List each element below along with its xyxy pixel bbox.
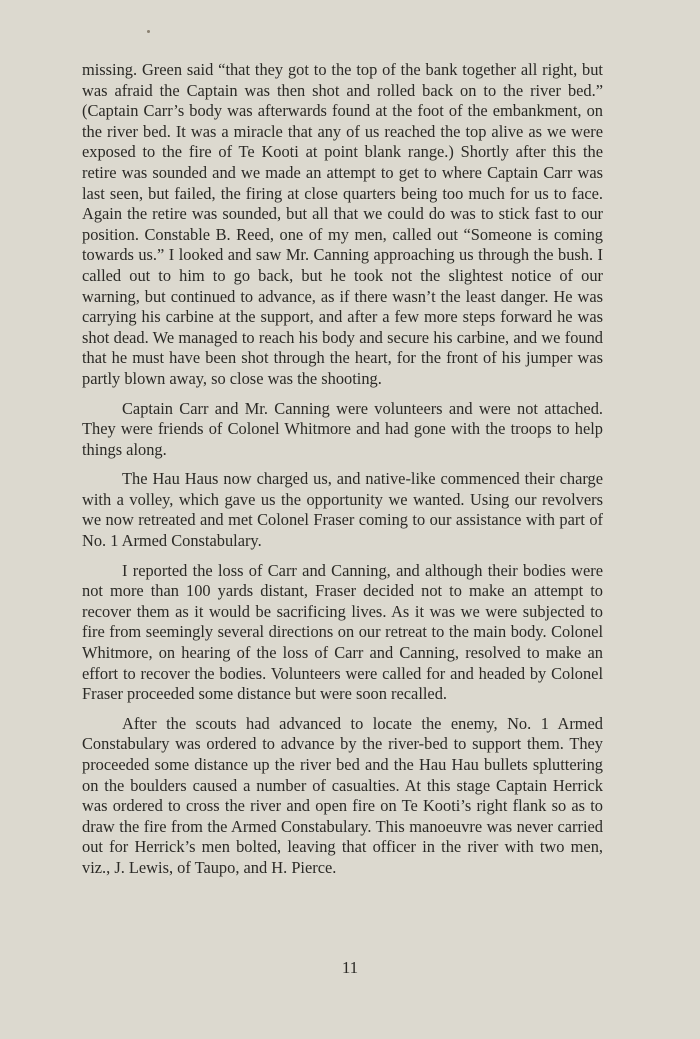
paragraph-1: missing. Green said “that they got to the top of the bank together all right, but was afraid the Captain was then shot and rolled back on to the river bed.” (Captain Carr’s body was afterwards found at the foot of the embankment, on the river bed. It was a miracle that any of us reached the top alive as we were exposed to the fire of Te Kooti at point blank range.) Shortly after this the retire was sounded and we made an attempt to get to where Captain Carr was last seen, but failed, the firing at close quarters being too much for us to face. Again the retire was sounded, but all that we could do was to stick fast to our position. Constable B. Reed, one of my men, called out “Someone is coming towards us.” I looked and saw Mr. Canning approaching us through the bush. I called out to him to go back, but he took not the slightest notice of our warning, but continued to advance, as if there wasn’t the least danger. He was carrying his carbine at the support, and after a few more steps forward he was shot dead. We managed to reach his body and secure his carbine, and we found that he must have been shot through the heart, for the front of his jumper was partly blown away, so close was the shooting.	[82, 60, 603, 388]
paragraph-5: After the scouts had advanced to locate the enemy, No. 1 Armed Constabulary was ordered to advance by the river-bed to support them. They proceeded some distance up the river bed and the Hau Hau bullets spluttering on the boulders caused a number of casualties. At this stage Captain Herrick was ordered to cross the river and open fire on Te Kooti’s right flank so as to draw the fire from the Armed Constabulary. This manoeuvre was never carried out for Herrick’s men bolted, leaving that officer in the river with two men, viz., J. Lewis, of Taupo, and H. Pierce.	[82, 713, 603, 877]
page-number: 11	[341, 958, 359, 977]
paragraph-2: Captain Carr and Mr. Canning were volunteers and were not attached. They were friends of Colonel Whitmore and had gone with the troops to help things along.	[82, 398, 603, 459]
paper-speck	[147, 30, 150, 33]
body-text	[82, 60, 603, 879]
paragraph-4: I reported the loss of Carr and Canning, and although their bodies were not more than 100 yards distant, Fraser decided not to make an attempt to recover them as it would be sacrificing lives. As it was we were subjected to fire from seemingly several directions on our retreat to the main body. Colonel Whitmore, on hearing of the loss of Carr and Canning, resolved to make an effort to recover the bodies. Volunteers were called for and headed by Colonel Fraser proceeded some distance but were soon recalled.	[82, 560, 603, 704]
paragraph-3: The Hau Haus now charged us, and native-like commenced their charge with a volley, which gave us the opportunity we wanted. Using our revolvers we now retreated and met Colonel Fraser coming to our assistance with part of No. 1 Armed Constabulary.	[82, 469, 603, 551]
